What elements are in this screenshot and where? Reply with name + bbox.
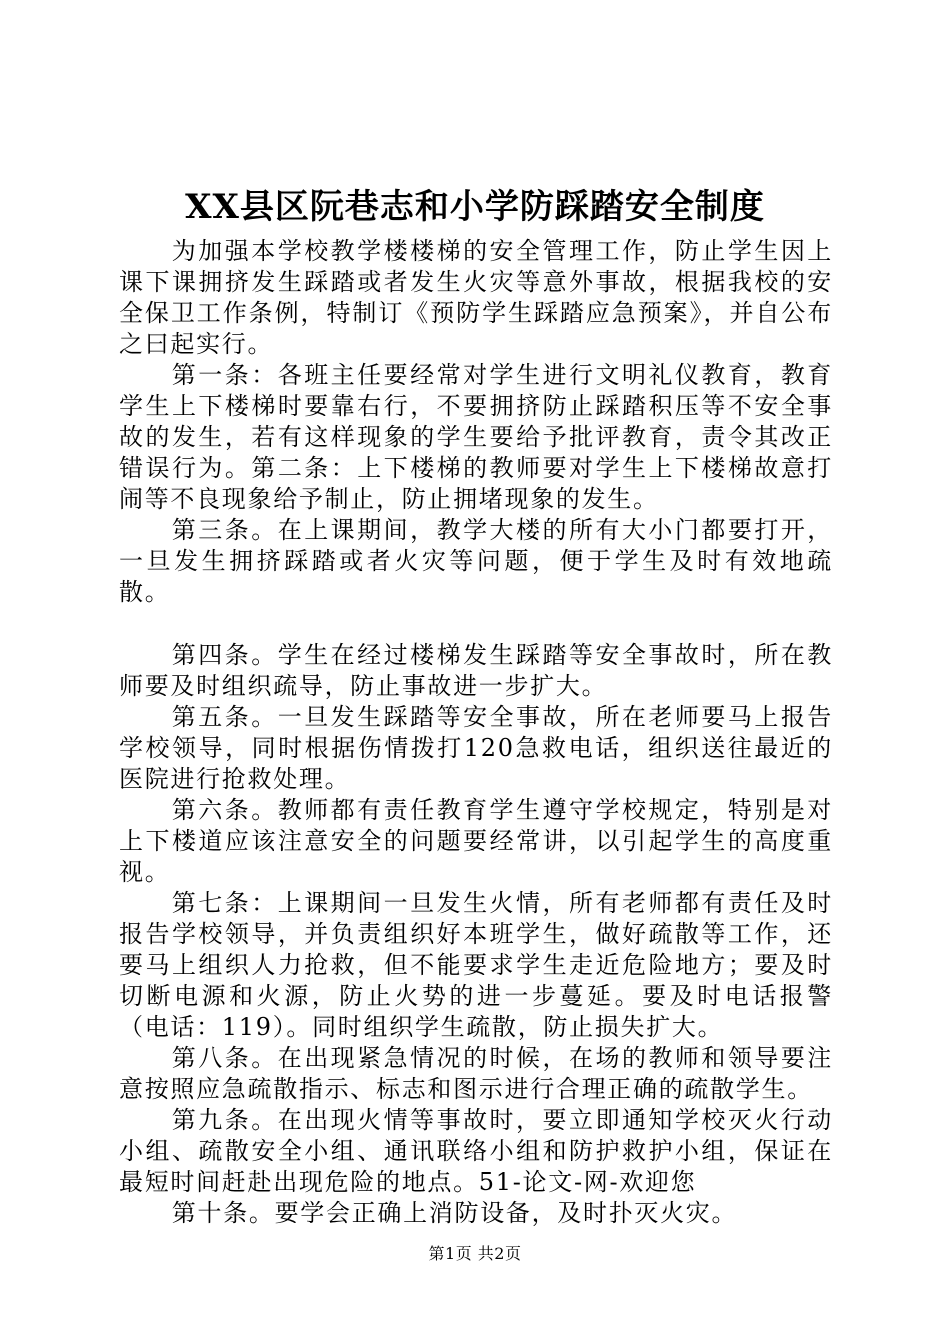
page-number-footer: 第1页 共2页: [428, 1244, 522, 1263]
paragraph-article-4: 第四条。学生在经过楼梯发生踩踏等安全事故时，所在教师要及时组织疏导，防止事故进一步扩大。: [119, 641, 833, 700]
document-title: XX县区阮巷志和小学防踩踏安全制度: [185, 187, 765, 227]
paragraph-article-1-2: 第一条：各班主任要经常对学生进行文明礼仪教育，教育学生上下楼梯时要靠右行，不要拥挤防止踩踏积压等不安全事故的发生，若有这样现象的学生要给予批评教育，责令其改正错误行为。第二条：上下楼梯的教师要对学生上下楼梯故意打闹等不良现象给予制止，防止拥堵现象的发生。: [119, 361, 833, 513]
paragraph-intro: 为加强本学校教学楼楼梯的安全管理工作，防止学生因上课下课拥挤发生踩踏或者发生火灾等意外事故，根据我校的安全保卫工作条例，特制订《预防学生踩踏应急预案》，并自公布之曰起实行。: [119, 237, 833, 358]
paragraph-article-6: 第六条。教师都有责任教育学生遵守学校规定，特别是对上下楼道应该注意安全的问题要经常讲，以引起学生的高度重视。: [119, 796, 833, 886]
paragraph-article-7: 第七条：上课期间一旦发生火情，所有老师都有责任及时报告学校领导，并负责组织好本班学生，做好疏散等工作，还要马上组织人力抢救，但不能要求学生走近危险地方；要及时切断电源和火源，防止火势的进一步蔓延。要及时电话报警（电话：119）。同时组织学生疏散，防止损失扩大。: [119, 889, 833, 1041]
paragraph-article-8: 第八条。在出现紧急情况的时候，在场的教师和领导要注意按照应急疏散指示、标志和图示进行合理正确的疏散学生。: [119, 1044, 833, 1103]
document-body: [119, 236, 833, 1229]
paragraph-article-3: 第三条。在上课期间，教学大楼的所有大小门都要打开，一旦发生拥挤踩踏或者火灾等问题，便于学生及时有效地疏散。: [119, 516, 833, 606]
paragraph-article-9: 第九条。在出现火情等事故时，要立即通知学校灭火行动小组、疏散安全小组、通讯联络小组和防护救护小组，保证在最短时间赶赴出现危险的地点。51-论文-网-欢迎您: [119, 1106, 833, 1196]
paragraph-article-5: 第五条。一旦发生踩踏等安全事故，所在老师要马上报告学校领导，同时根据伤情拨打120急救电话，组织送往最近的医院进行抢救处理。: [119, 703, 833, 793]
paragraph-article-10: 第十条。要学会正确上消防设备，及时扑灭火灾。: [171, 1199, 738, 1227]
